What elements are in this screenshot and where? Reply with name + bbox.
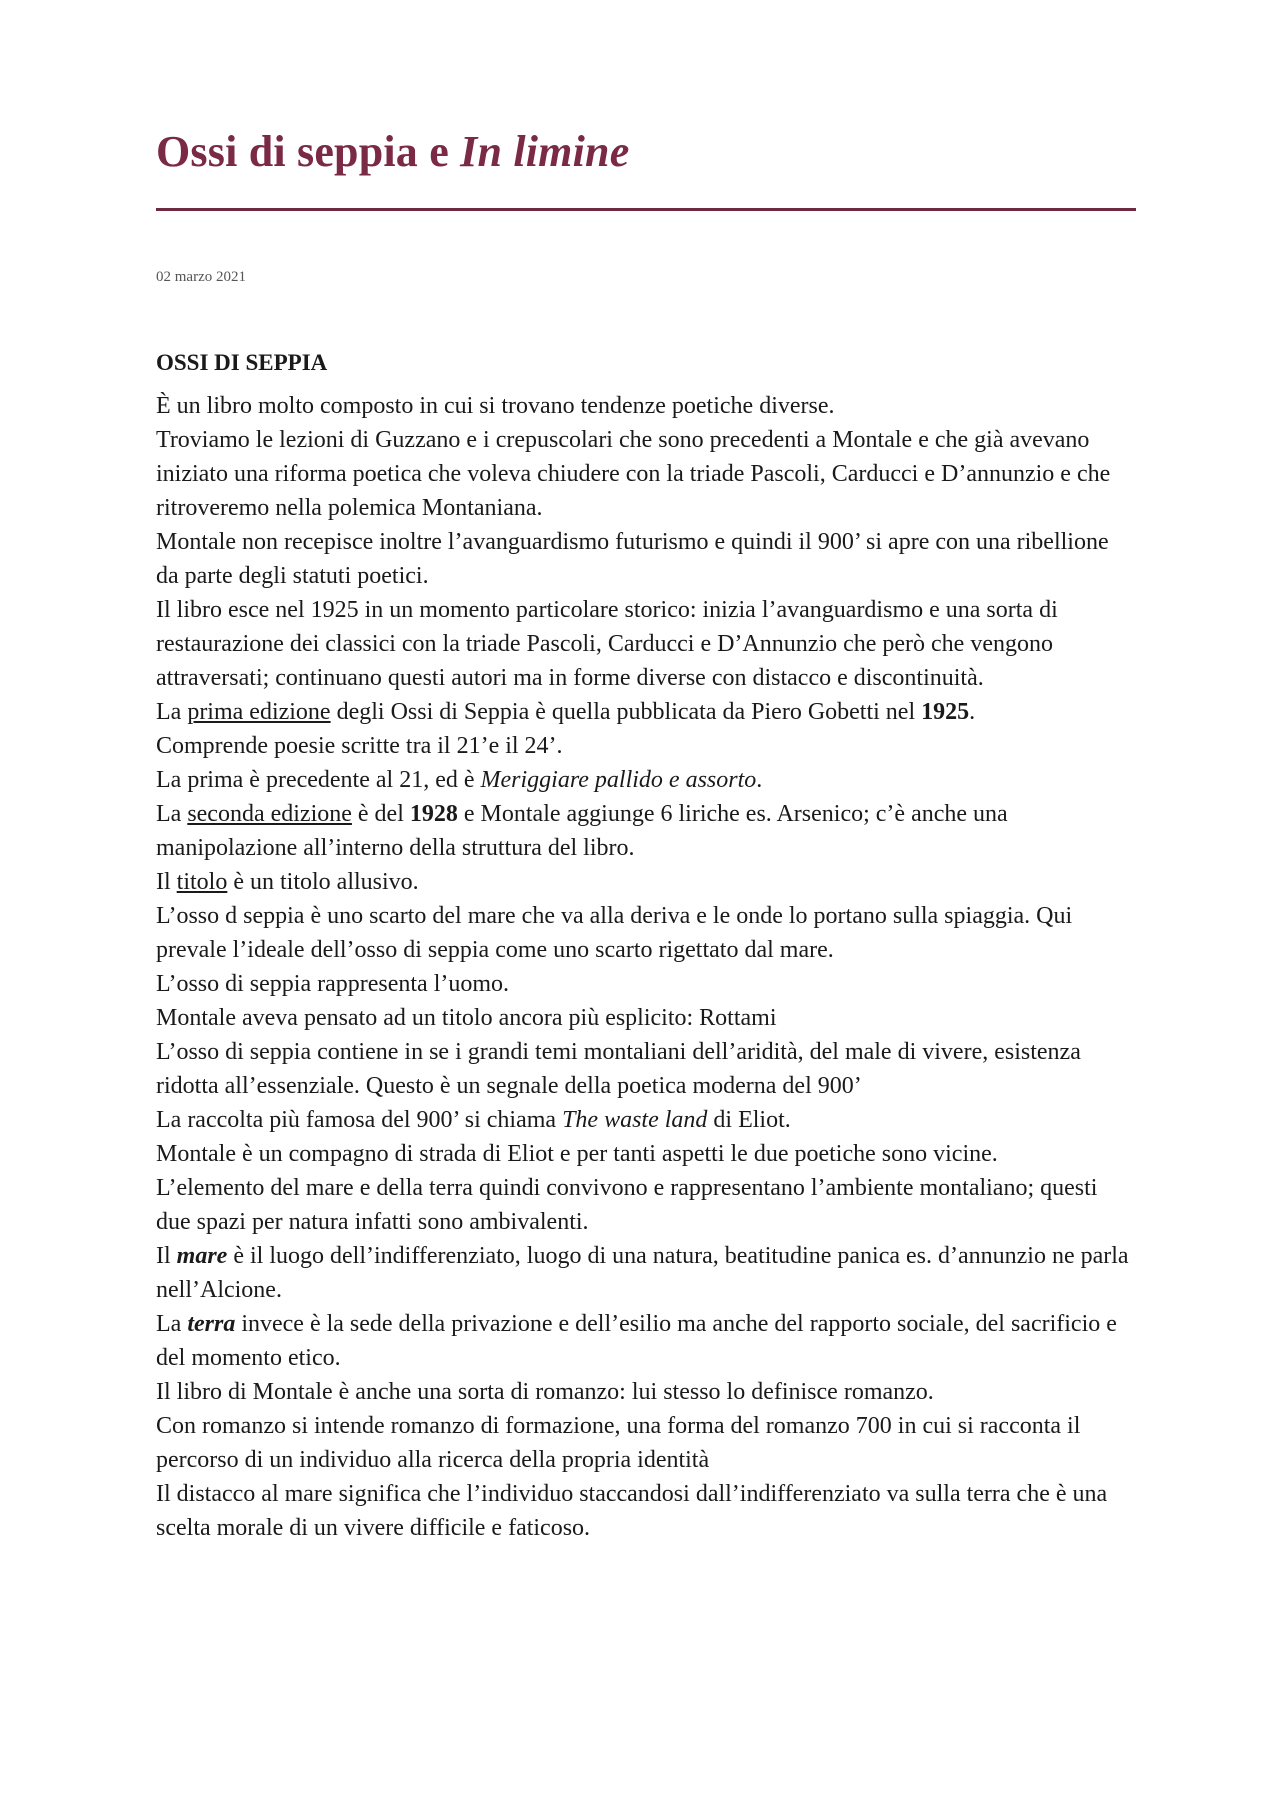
section-heading: OSSI DI SEPPIA — [156, 350, 328, 375]
bold-year: 1925 — [921, 699, 970, 725]
text-run: La — [156, 1311, 188, 1337]
paragraph — [156, 1103, 1136, 1137]
title-italic: In limine — [460, 127, 630, 176]
paragraph: Montale aveva pensato ad un titolo ancora più esplicito: Rottami — [156, 1005, 777, 1031]
title-main: Ossi di seppia e — [156, 127, 461, 176]
paragraph — [156, 797, 1136, 865]
text-run: La raccolta più famosa del 900’ si chiama — [156, 1107, 563, 1133]
underlined-term: seconda edizione — [187, 801, 352, 827]
paragraph: L’osso di seppia rappresenta l’uomo. — [156, 971, 510, 997]
title-divider — [156, 208, 1136, 211]
paragraph — [156, 1307, 1136, 1375]
paragraph: Troviamo le lezioni di Guzzano e i crepuscolari che sono precedenti a Montale e che già avevano iniziato una riforma poetica che voleva chiudere con la triade Pascoli, Carducci e D’annunzio e che ritroveremo nella polemica Montaniana. — [156, 427, 1111, 521]
text-run: La — [156, 801, 188, 827]
paragraph — [156, 865, 1136, 899]
paragraph: L’osso di seppia contiene in se i grandi temi montaliani dell’aridità, del male di vivere, esistenza ridotta all’essenziale. Questo è un segnale della poetica moderna del 900’ — [156, 1039, 1081, 1099]
emphasized-term: mare — [176, 1243, 228, 1269]
document-body — [156, 389, 1136, 1545]
paragraph: L’elemento del mare e della terra quindi convivono e rappresentano l’ambiente montaliano; questi due spazi per natura infatti sono ambivalenti. — [156, 1175, 1098, 1235]
paragraph: Il libro esce nel 1925 in un momento particolare storico: inizia l’avanguardismo e una sorta di restaurazione dei classici con la triade Pascoli, Carducci e D’Annunzio che però che vengono attraversati; continuano questi autori ma in forme diverse con distacco e discontinuità. — [156, 597, 1058, 691]
paragraph: È un libro molto composto in cui si trovano tendenze poetiche diverse. — [156, 393, 835, 419]
paragraph: Montale è un compagno di strada di Eliot e per tanti aspetti le due poetiche sono vicine. — [156, 1141, 998, 1167]
text-run: Il — [156, 869, 177, 895]
text-run: è il luogo dell’indifferenziato, luogo di una natura, beatitudine panica es. d’annunzio ne parla nell’Alcione. — [156, 1243, 1129, 1303]
underlined-term: titolo — [176, 869, 228, 895]
text-run: . — [969, 699, 976, 725]
text-run: La — [156, 699, 188, 725]
paragraph: L’osso d seppia è uno scarto del mare che va alla deriva e le onde lo portano sulla spiaggia. Qui prevale l’ideale dell’osso di seppia come uno scarto rigettato dal mare. — [156, 903, 1073, 963]
paragraph: Montale non recepisce inoltre l’avanguardismo futurismo e quindi il 900’ si apre con una ribellione da parte degli statuti poetici. — [156, 529, 1109, 589]
paragraph — [156, 763, 1136, 797]
document-page — [156, 120, 1136, 1545]
page-title — [156, 120, 1136, 184]
paragraph: Il distacco al mare significa che l’individuo staccandosi dall’indifferenziato va sulla terra che è una scelta morale di un vivere difficile e faticoso. — [156, 1481, 1108, 1541]
paragraph: Comprende poesie scritte tra il 21’e il 24’. — [156, 733, 563, 759]
text-run: La prima è precedente al 21, ed è — [156, 767, 481, 793]
paragraph — [156, 1239, 1136, 1307]
text-run: è del — [351, 801, 410, 827]
underlined-term: prima edizione — [187, 699, 331, 725]
paragraph: Con romanzo si intende romanzo di formazione, una forma del romanzo 700 in cui si racconta il percorso di un individuo alla ricerca della propria identità — [156, 1413, 1081, 1473]
italic-title: Meriggiare pallido e assorto — [480, 767, 757, 793]
text-run: è un titolo allusivo. — [227, 869, 419, 895]
text-run: Il — [156, 1243, 177, 1269]
text-run: degli Ossi di Seppia è quella pubblicata da Piero Gobetti nel — [330, 699, 922, 725]
italic-title: The waste land — [562, 1107, 708, 1133]
paragraph — [156, 695, 1136, 729]
text-run: invece è la sede della privazione e dell’esilio ma anche del rapporto sociale, del sacrificio e del momento etico. — [156, 1311, 1117, 1371]
bold-year: 1928 — [409, 801, 458, 827]
text-run: e Montale aggiunge 6 liriche es. Arsenico; c’è anche una manipolazione all’interno della struttura del libro. — [156, 801, 1008, 861]
emphasized-term: terra — [187, 1311, 236, 1337]
text-run: . — [756, 767, 763, 793]
paragraph: Il libro di Montale è anche una sorta di romanzo: lui stesso lo definisce romanzo. — [156, 1379, 934, 1405]
document-date: 02 marzo 2021 — [156, 269, 246, 285]
text-run: di Eliot. — [707, 1107, 791, 1133]
